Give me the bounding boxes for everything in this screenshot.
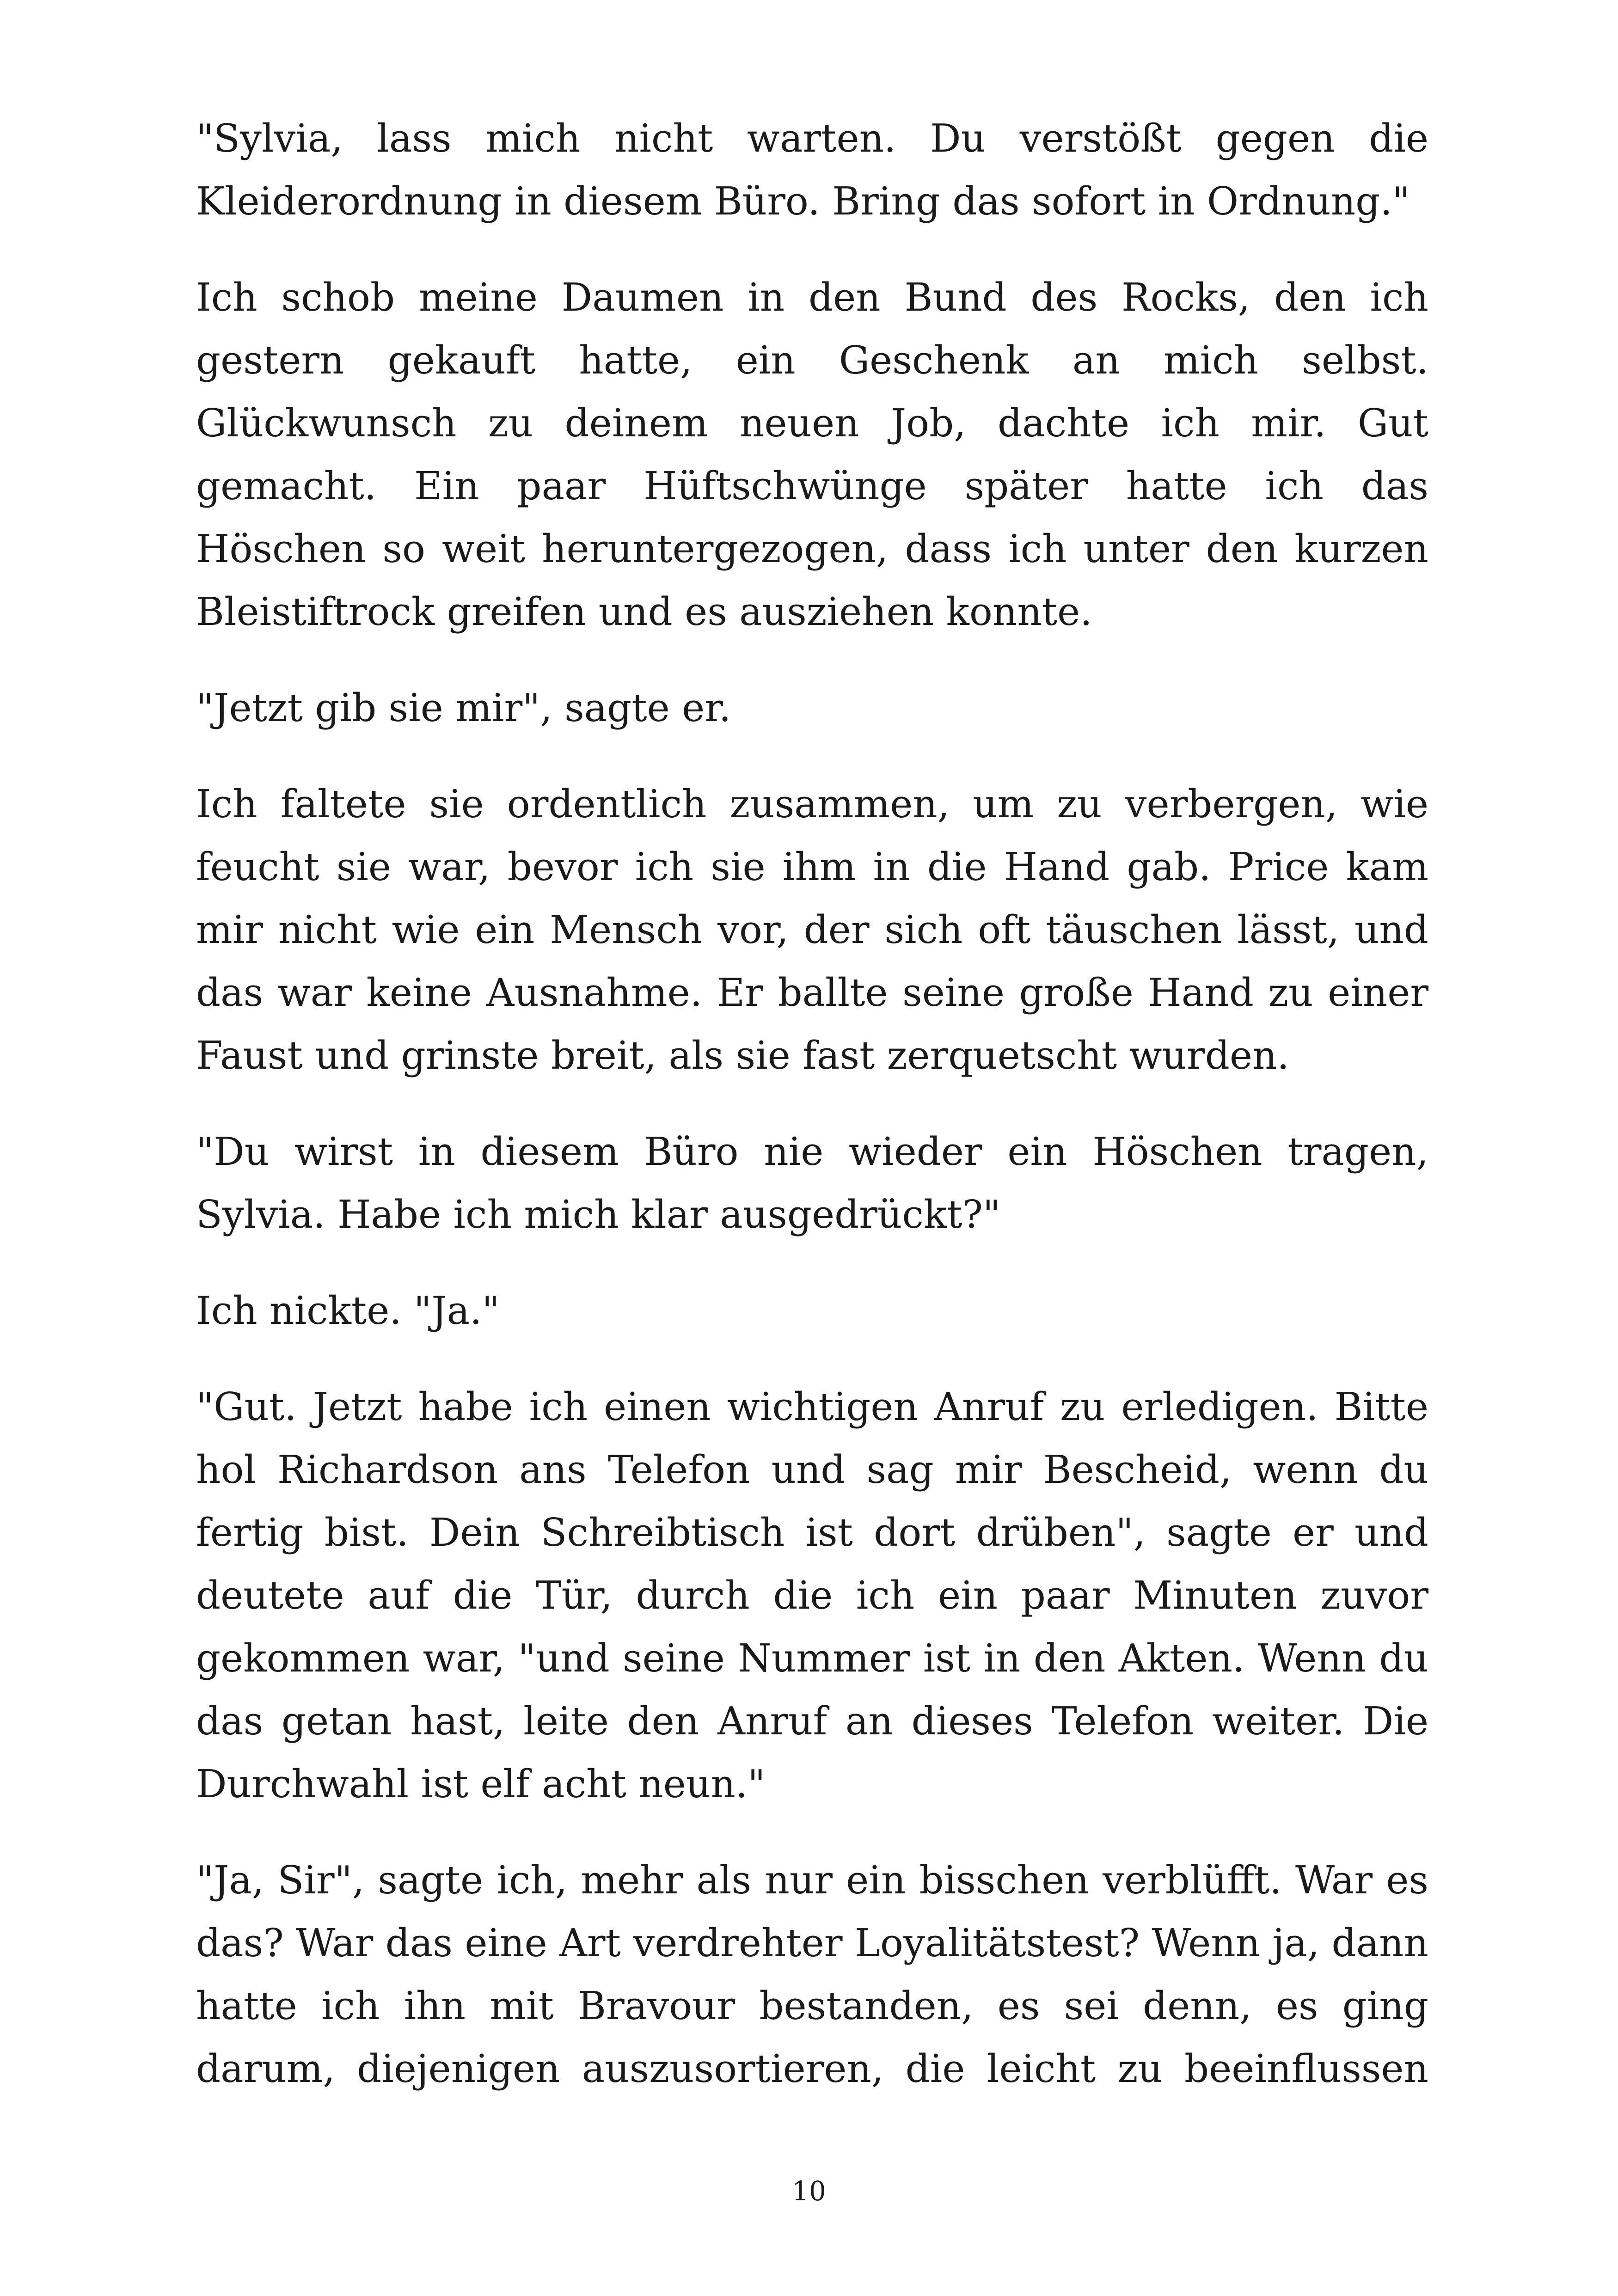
paragraph-3: "Jetzt gib sie mir", sagte er. [196, 686, 731, 730]
paragraph-5: "Du wirst in diesem Büro nie wieder ein Höschen tragen, Sylvia. Habe ich mich klar ausgedrückt?" [196, 1129, 1428, 1237]
page-number: 10 [792, 2175, 826, 2207]
paragraph-4: Ich faltete sie ordentlich zusammen, um zu verbergen, wie feucht sie war, bevor ich sie ihm in die Hand gab. Price kam mir nicht wie ein Mensch vor, der sich oft täuschen lässt, und das war keine Ausnahme. Er ballte seine große Hand zu einer Faust und grinste breit, als sie fast zerquetscht wurden. [196, 782, 1428, 1078]
paragraph-2: Ich schob meine Daumen in den Bund des Rocks, den ich gestern gekauft hatte, ein Geschenk an mich selbst. Glückwunsch zu deinem neuen Job, dachte ich mir. Gut gemacht. Ein paar Hüftschwünge später hatte ich das Höschen so weit heruntergezogen, dass ich unter den kurzen Bleistiftrock greifen und es ausziehen konnte. [196, 275, 1428, 634]
paragraph-1: "Sylvia, lass mich nicht warten. Du verstößt gegen die Kleiderordnung in diesem Büro. Bring das sofort in Ordnung." [196, 116, 1428, 224]
paragraph-7: "Gut. Jetzt habe ich einen wichtigen Anruf zu erledigen. Bitte hol Richardson ans Telefon und sag mir Bescheid, wenn du fertig bist. Dein Schreibtisch ist dort drüben", sagte er und deutete auf die Tür, durch die ich ein paar Minuten zuvor gekommen war, "und seine Nummer ist in den Akten. Wenn du das getan hast, leite den Anruf an dieses Telefon weiter. Die Durchwahl ist elf acht neun." [196, 1384, 1428, 1806]
paragraph-8: "Ja, Sir", sagte ich, mehr als nur ein bisschen verblüfft. War es das? War das eine Art verdrehter Loyalitätstest? Wenn ja, dann hatte ich ihn mit Bravour bestanden, es sei denn, es ging darum, diejenigen auszusortieren, die leicht zu beeinflussen [196, 1858, 1429, 2091]
body-text [196, 107, 1428, 2100]
paragraph-6: Ich nickte. "Ja." [196, 1288, 500, 1333]
